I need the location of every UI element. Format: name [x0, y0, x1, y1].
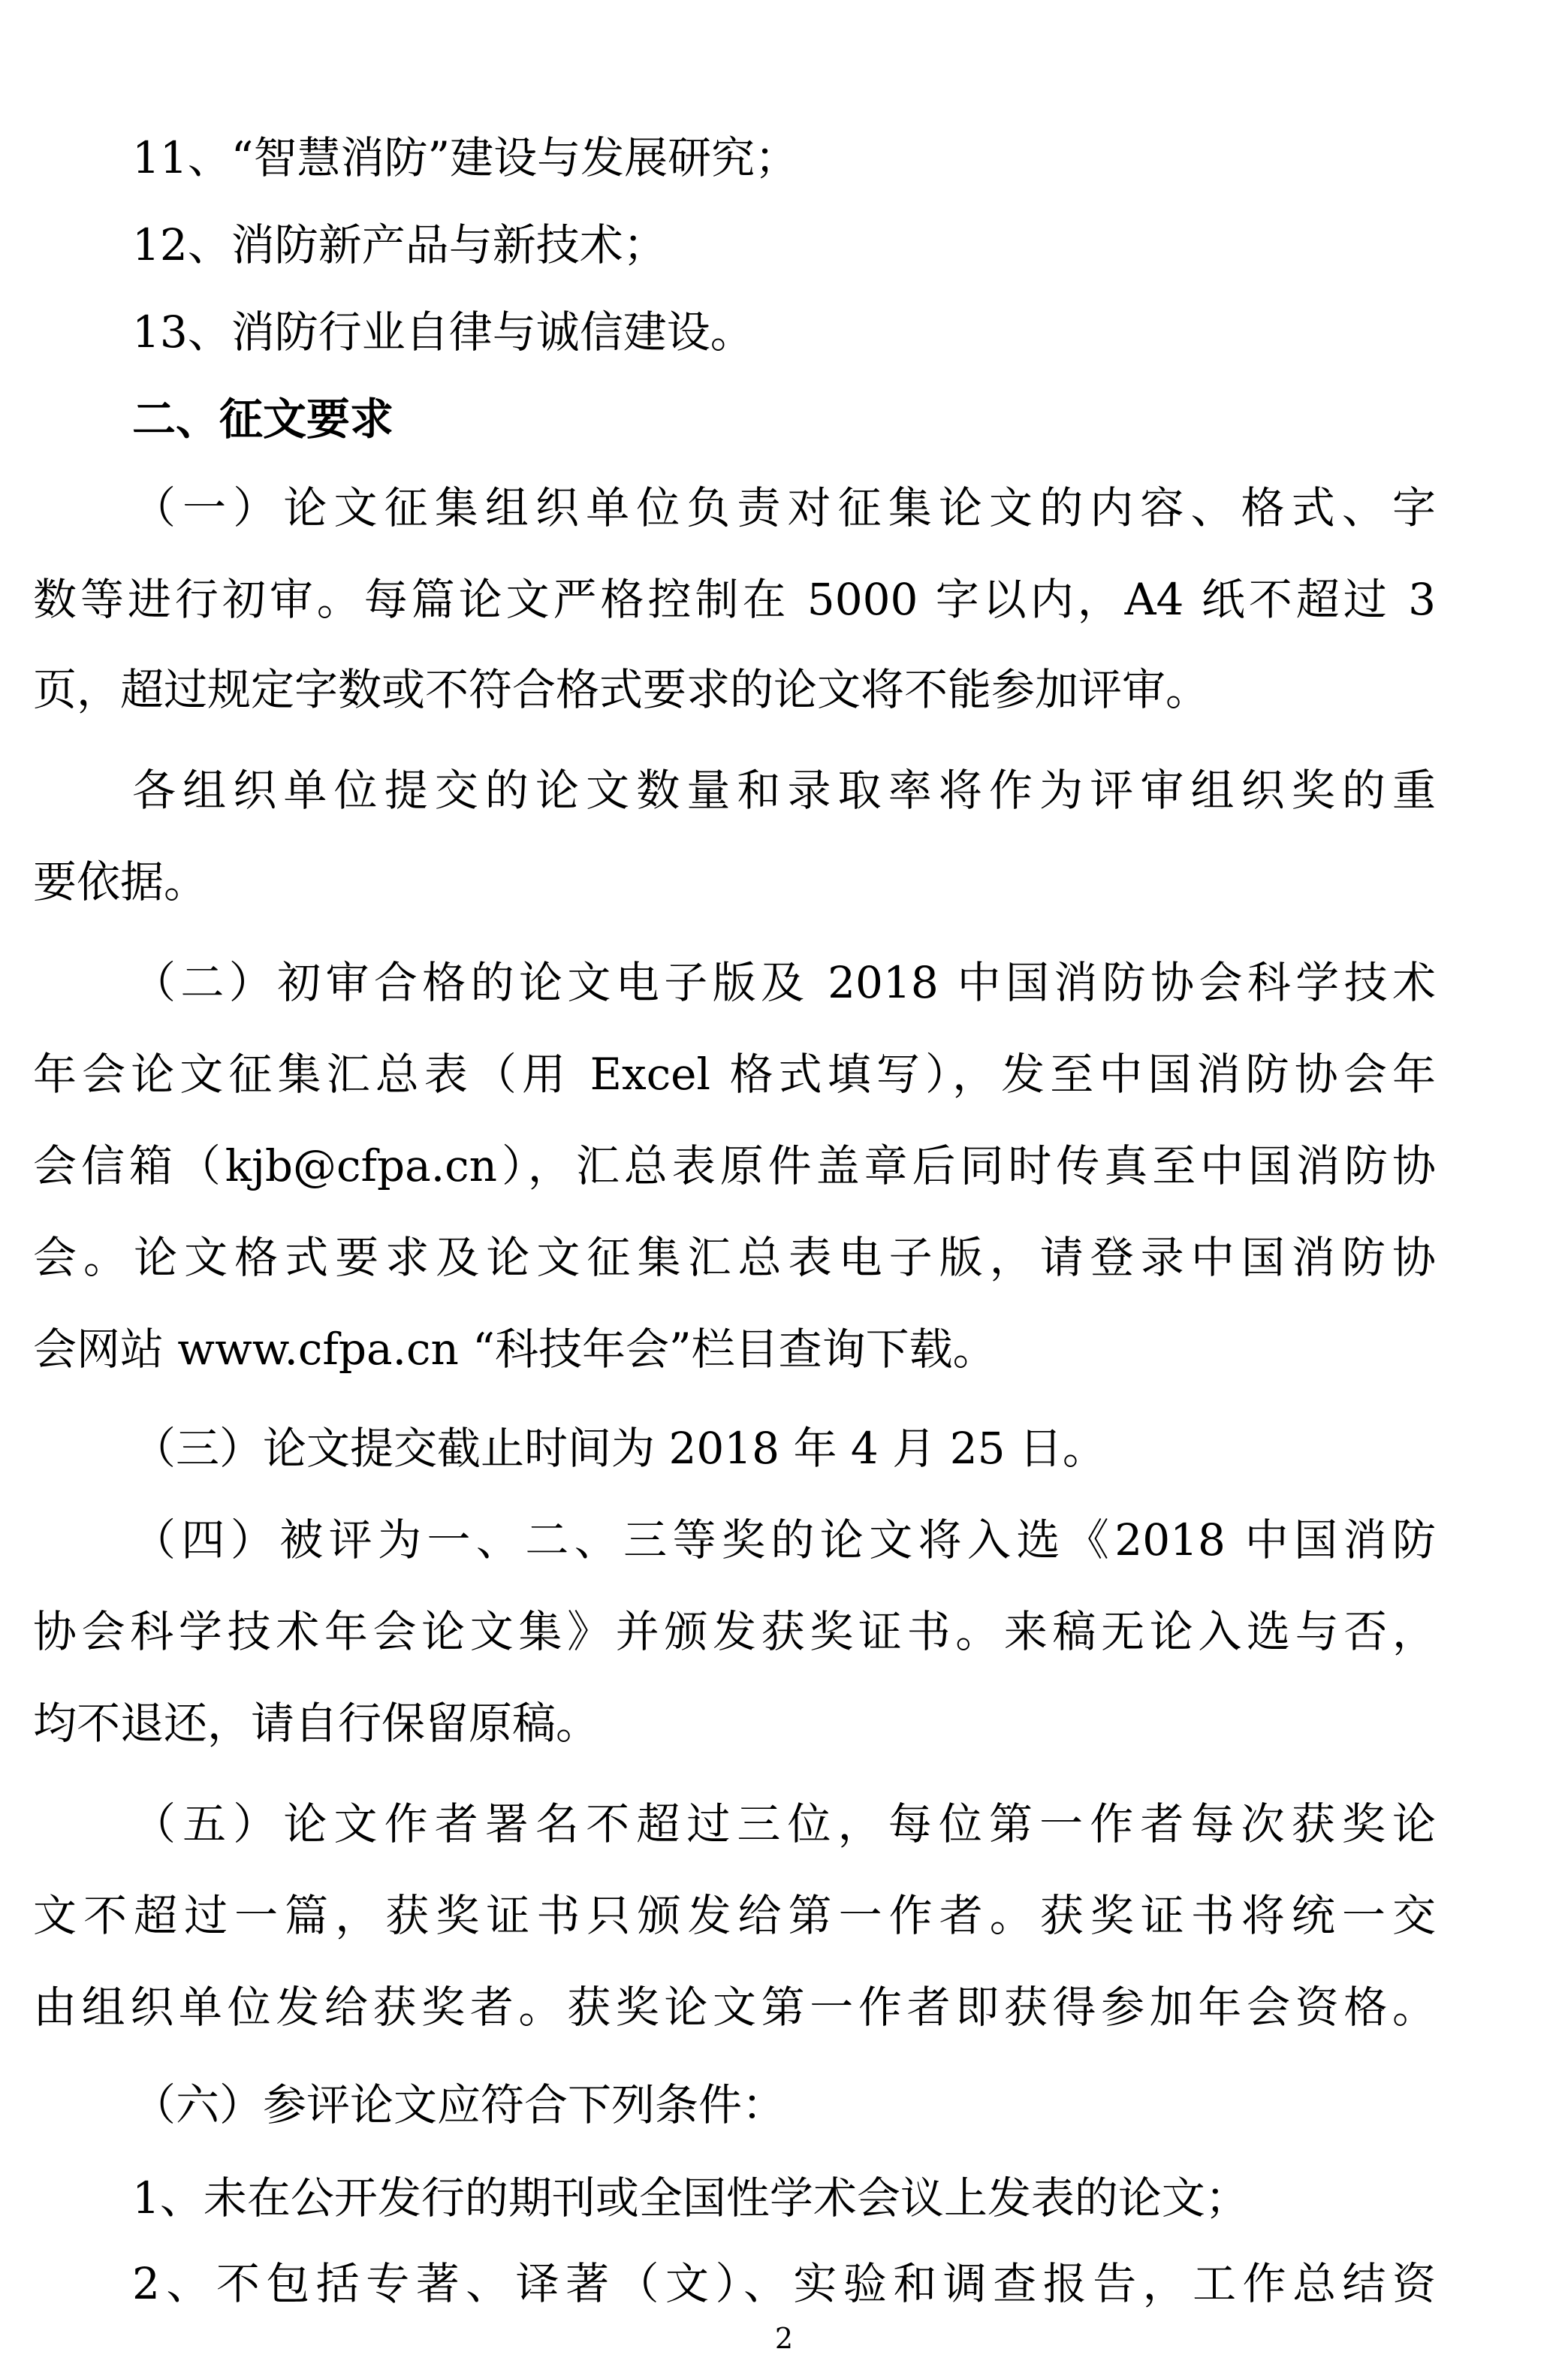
paragraph-line: 会信箱（kjb@cfpa.cn），汇总表原件盖章后同时传真至中国消防协 — [33, 1140, 1436, 1191]
paragraph-line: 会网站 www.cfpa.cn “科技年会”栏目查询下载。 — [33, 1324, 997, 1375]
paragraph-line: 各组织单位提交的论文数量和录取率将作为评审组织奖的重 — [132, 765, 1436, 816]
paragraph-line: 年会论文征集汇总表（用 Excel 格式填写），发至中国消防协会年 — [33, 1049, 1436, 1100]
paragraph-line: 要依据。 — [33, 856, 208, 907]
list-item-2: 2、不包括专著、译著（文）、实验和调查报告，工作总结资 — [132, 2258, 1436, 2309]
paragraph-line: 会。论文格式要求及论文征集汇总表电子版，请登录中国消防协 — [33, 1232, 1436, 1283]
paragraph-line: （一）论文征集组织单位负责对征集论文的内容、格式、字 — [132, 482, 1436, 533]
page-number: 2 — [774, 2322, 794, 2355]
paragraph-line: （五）论文作者署名不超过三位，每位第一作者每次获奖论 — [132, 1798, 1436, 1849]
paragraph-line: （二）初审合格的论文电子版及 2018 中国消防协会科学技术 — [132, 957, 1436, 1008]
list-item-12: 12、消防新产品与新技术； — [132, 219, 667, 270]
paragraph-line: 文不超过一篇，获奖证书只颁发给第一作者。获奖证书将统一交 — [33, 1890, 1436, 1941]
paragraph-line: 由组织单位发给获奖者。获奖论文第一作者即获得参加年会资格。 — [33, 1982, 1436, 2033]
paragraph-line: （三）论文提交截止时间为 2018 年 4 月 25 日。 — [132, 1423, 1106, 1474]
paragraph-line: 页，超过规定字数或不符合格式要求的论文将不能参加评审。 — [33, 664, 1210, 715]
list-item-1: 1、未在公开发行的期刊或全国性学术会议上发表的论文； — [132, 2172, 1249, 2224]
list-item-13: 13、消防行业自律与诚信建设。 — [132, 306, 754, 358]
paragraph-line: 协会科学技术年会论文集》并颁发获奖证书。来稿无论入选与否， — [33, 1606, 1436, 1657]
paragraph-line: （六）参评论文应符合下列条件： — [132, 2079, 786, 2130]
list-item-11: 11、“智慧消防”建设与发展研究； — [132, 132, 799, 183]
paragraph-line: （四）被评为一、二、三等奖的论文将入选《2018 中国消防 — [132, 1514, 1436, 1565]
section-heading: 二、征文要求 — [132, 394, 394, 445]
paragraph-line: 数等进行初审。每篇论文严格控制在 5000 字以内，A4 纸不超过 3 — [33, 574, 1436, 625]
paragraph-line: 均不退还，请自行保留原稿。 — [33, 1698, 600, 1749]
